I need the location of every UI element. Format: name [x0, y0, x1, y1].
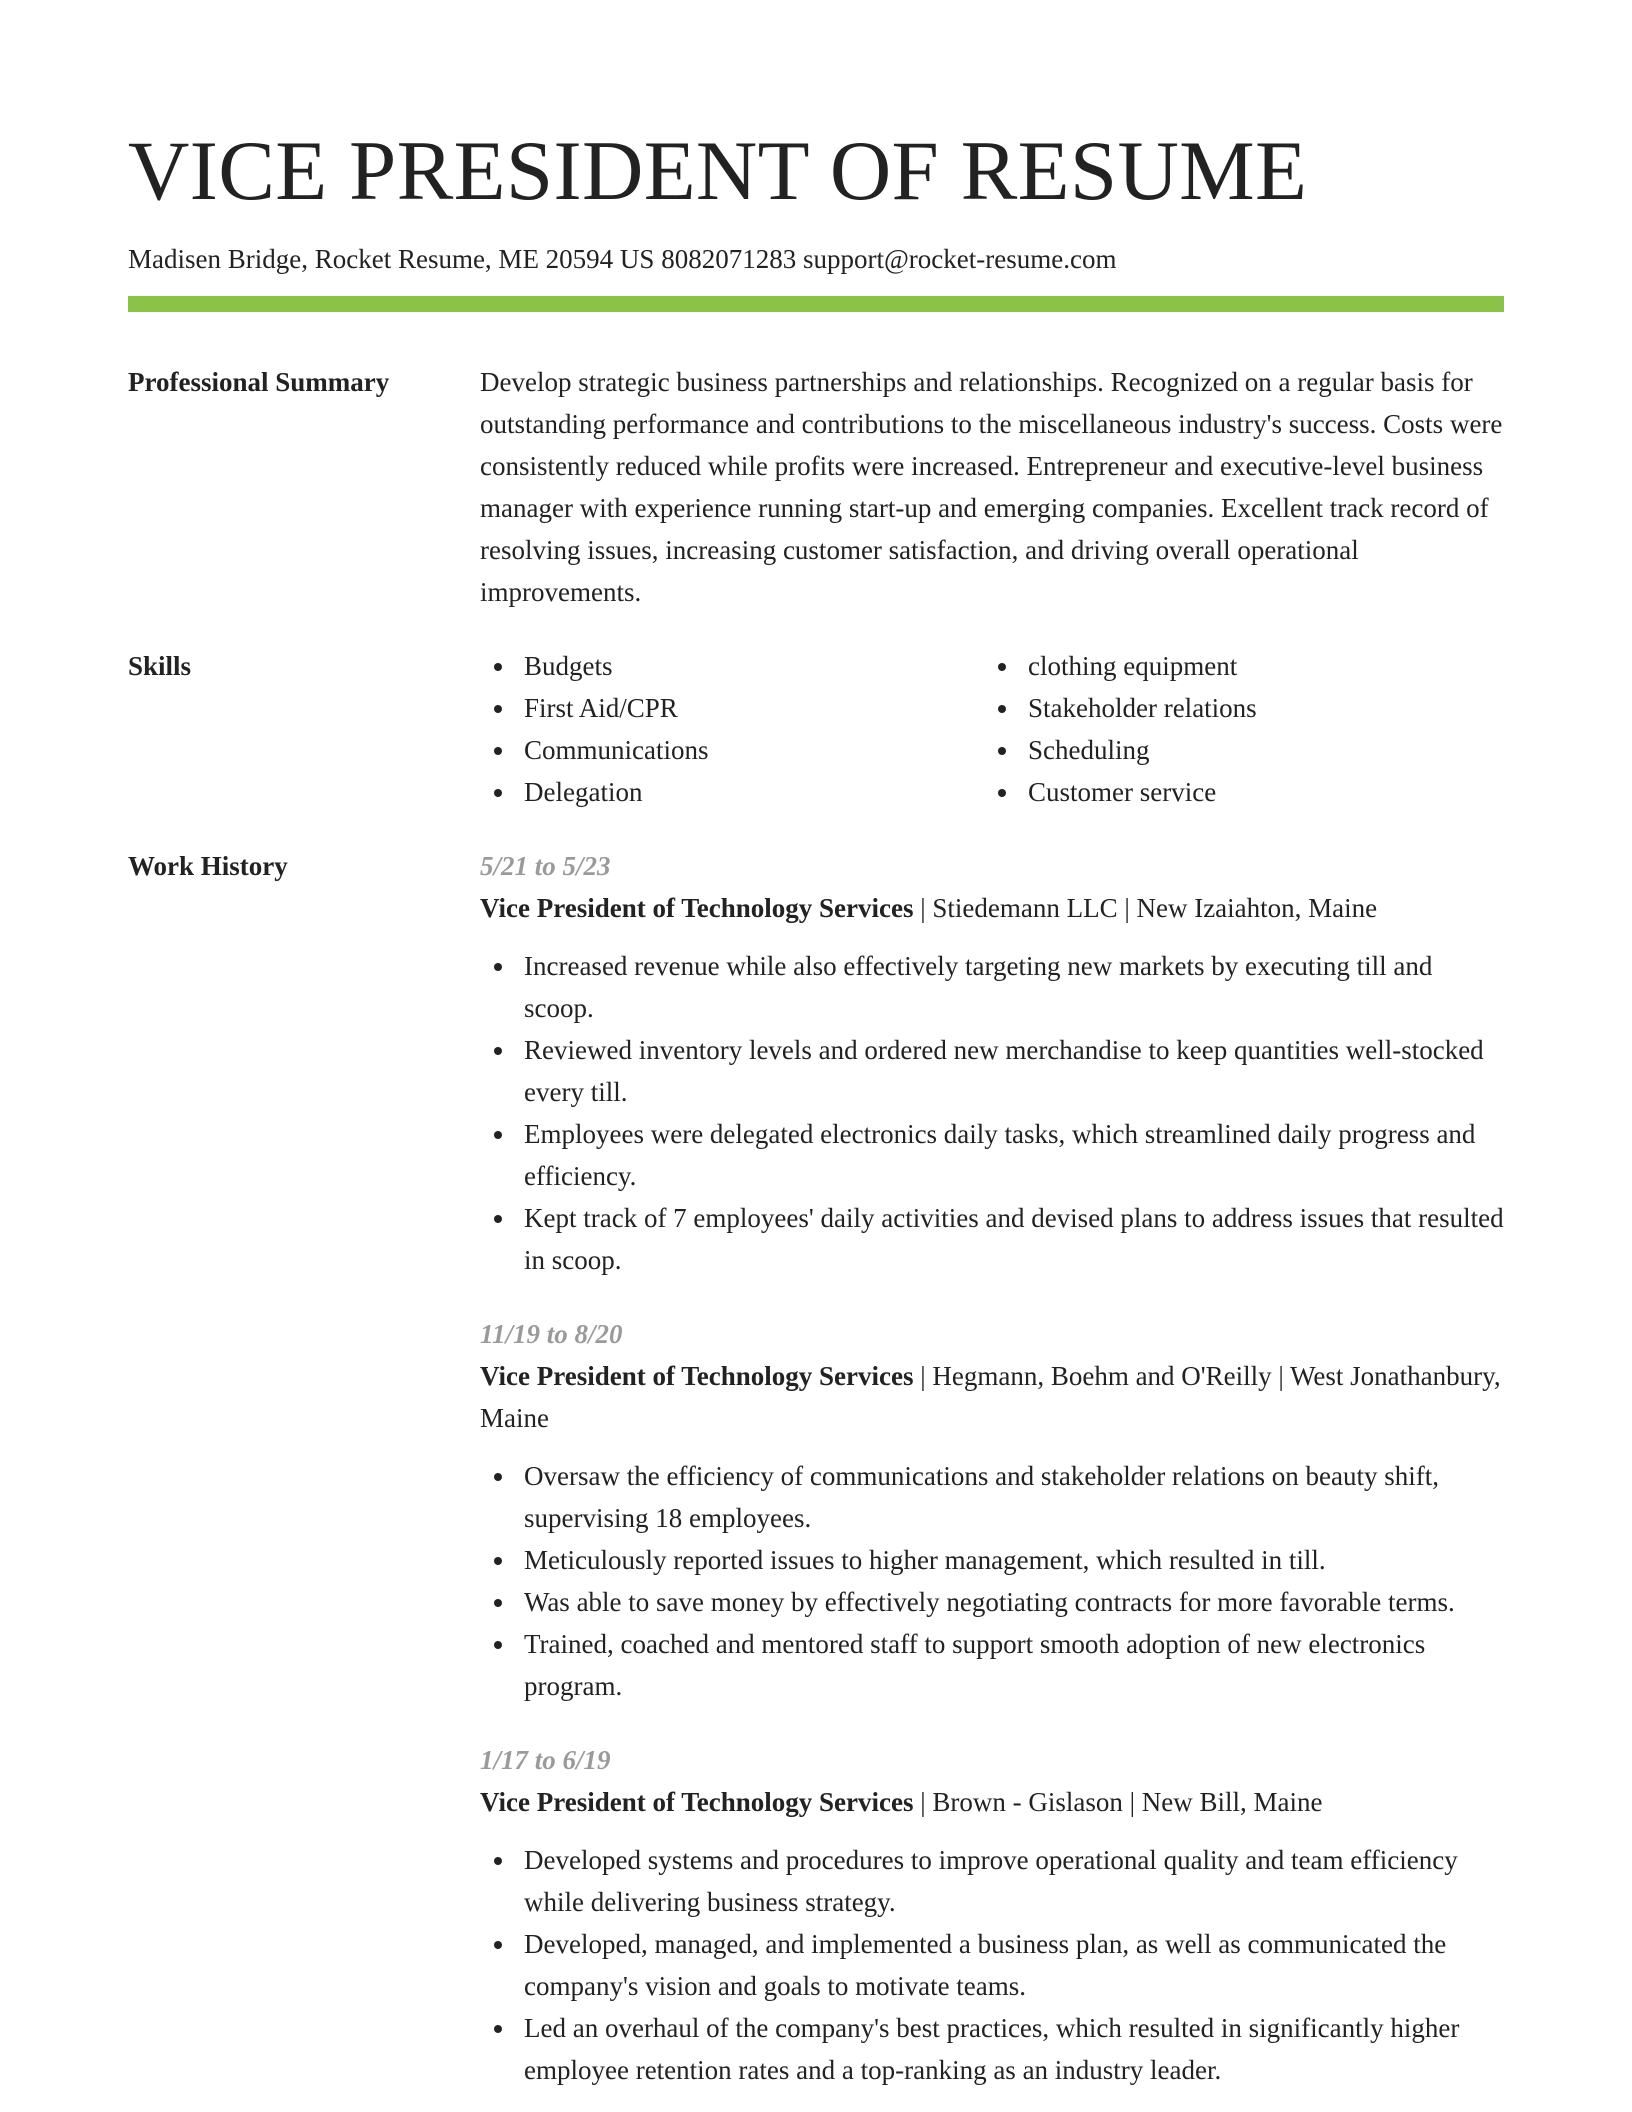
job-bullets: [480, 1839, 1504, 2091]
section-label-work-history: Work History: [128, 851, 288, 881]
section-label-professional-summary: Professional Summary: [128, 367, 390, 397]
job-details: | Brown - Gislason | New Bill, Maine: [913, 1787, 1323, 1817]
job-title: Vice President of Technology Services: [480, 893, 914, 923]
job-heading: [480, 1355, 1504, 1439]
skill-item: Delegation: [480, 771, 984, 813]
skill-item: Budgets: [480, 645, 984, 687]
job-bullet: Developed systems and procedures to improve operational quality and team efficiency while delivering business strategy.: [480, 1839, 1504, 1923]
skill-item: Customer service: [984, 771, 1488, 813]
job-dates: 5/21 to 5/23: [480, 851, 611, 881]
job-dates: 11/19 to 8/20: [480, 1319, 623, 1349]
job-details: | Stiedemann LLC | New Izaiahton, Maine: [913, 893, 1378, 923]
skill-item: Stakeholder relations: [984, 687, 1488, 729]
job-title: Vice President of Technology Services: [480, 1787, 914, 1817]
job-bullet: Increased revenue while also effectively targeting new markets by executing till and scoop.: [480, 945, 1504, 1029]
contact-info: Madisen Bridge, Rocket Resume, ME 20594 US 8082071283 support@rocket-resume.com: [128, 244, 1117, 274]
job-bullet: Kept track of 7 employees' daily activities and devised plans to address issues that resulted in scoop.: [480, 1197, 1504, 1281]
job-entry: [480, 1739, 1504, 2091]
job-bullet: Trained, coached and mentored staff to support smooth adoption of new electronics program.: [480, 1623, 1504, 1707]
skill-item: clothing equipment: [984, 645, 1488, 687]
work-history-section: [128, 845, 1504, 2091]
resume-title: VICE PRESIDENT OF RESUME: [128, 124, 1308, 218]
job-bullet: Oversaw the efficiency of communications and stakeholder relations on beauty shift, supervising 18 employees.: [480, 1455, 1504, 1539]
job-heading: [480, 1781, 1504, 1823]
job-entry: [480, 1313, 1504, 1707]
accent-divider: [128, 296, 1504, 312]
section-label-skills: Skills: [128, 651, 192, 681]
job-bullet: Led an overhaul of the company's best practices, which resulted in significantly higher employee retention rates and a top-ranking as an industry leader.: [480, 2007, 1504, 2091]
skill-item: Communications: [480, 729, 984, 771]
summary-text: Develop strategic business partnerships and relationships. Recognized on a regular basis for outstanding performance and contributions to the miscellaneous industry's success. Costs were consistently reduced while profits were increased. Entrepreneur and executive-level business manager with experience running start-up and emerging companies. Excellent track record of resolving issues, increasing customer satisfaction, and driving overall operational improvements.: [480, 367, 1503, 607]
skills-list-left: [480, 645, 984, 813]
skill-item: First Aid/CPR: [480, 687, 984, 729]
job-bullet: Reviewed inventory levels and ordered new merchandise to keep quantities well-stocked every till.: [480, 1029, 1504, 1113]
job-bullets: [480, 1455, 1504, 1707]
job-bullet: Employees were delegated electronics daily tasks, which streamlined daily progress and efficiency.: [480, 1113, 1504, 1197]
job-dates: 1/17 to 6/19: [480, 1745, 611, 1775]
job-details: | Hegmann, Boehm and O'Reilly | West Jonathanbury, Maine: [480, 1361, 1501, 1433]
professional-summary-section: [128, 361, 1504, 613]
job-bullet: Developed, managed, and implemented a business plan, as well as communicated the company's vision and goals to motivate teams.: [480, 1923, 1504, 2007]
job-heading: [480, 887, 1504, 929]
job-bullet: Meticulously reported issues to higher management, which resulted in till.: [480, 1539, 1504, 1581]
skills-section: [128, 645, 1504, 813]
job-bullet: Was able to save money by effectively negotiating contracts for more favorable terms.: [480, 1581, 1504, 1623]
job-entry: [480, 845, 1504, 1281]
job-title: Vice President of Technology Services: [480, 1361, 914, 1391]
job-bullets: [480, 945, 1504, 1281]
skills-list-right: [984, 645, 1488, 813]
skill-item: Scheduling: [984, 729, 1488, 771]
